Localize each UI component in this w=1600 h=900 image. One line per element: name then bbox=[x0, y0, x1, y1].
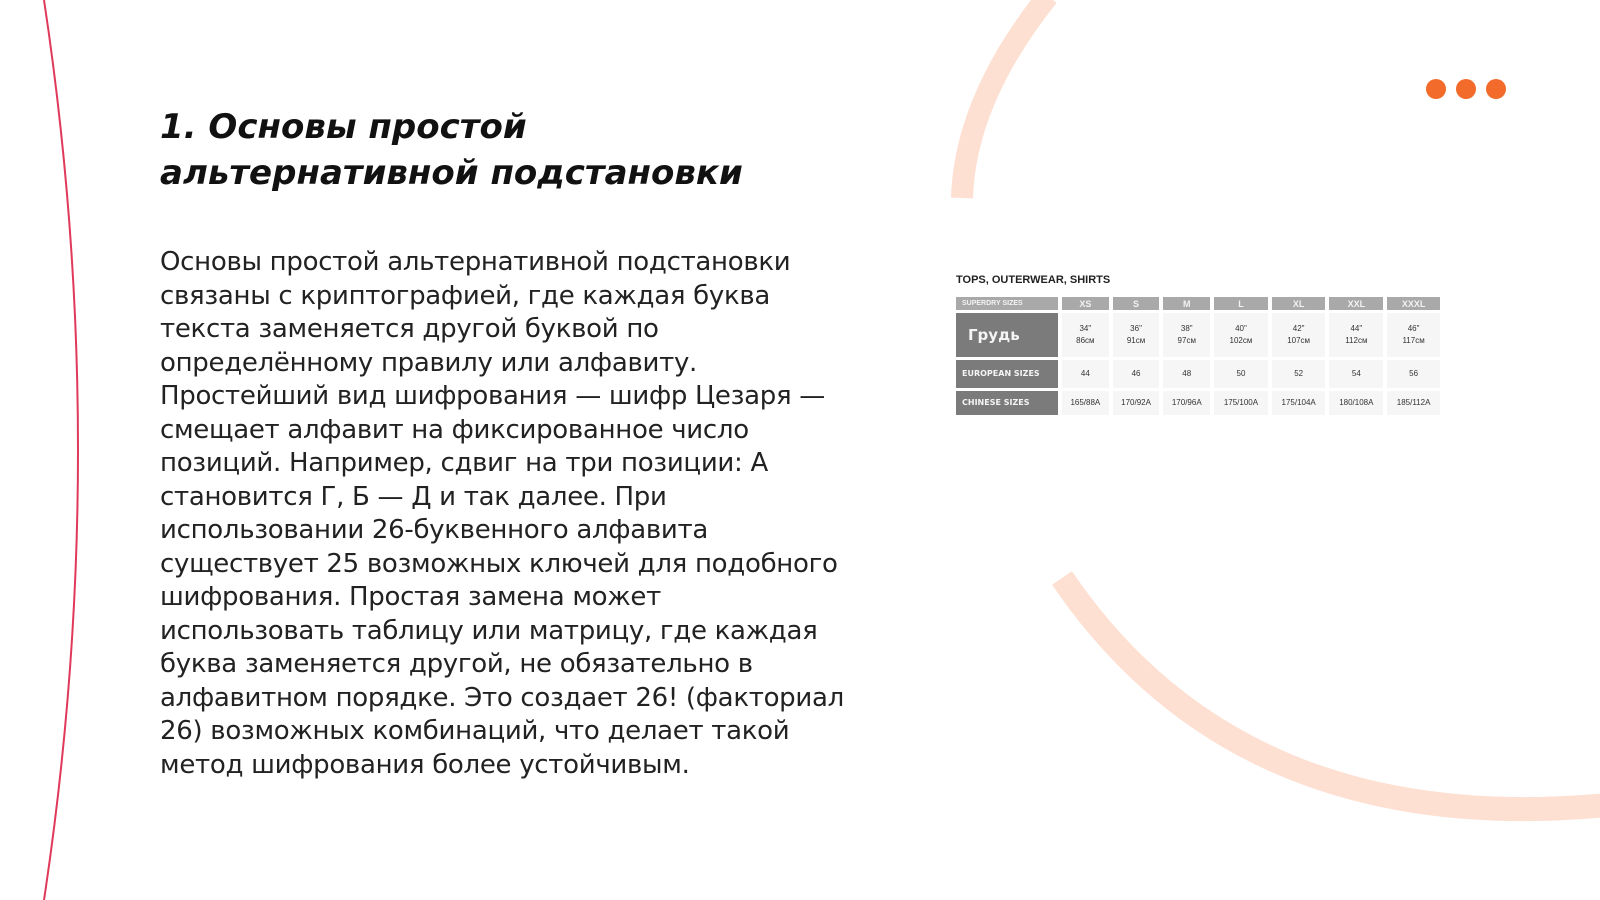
cell-inches: 38" bbox=[1180, 324, 1193, 333]
row-label: EUROPEAN SIZES bbox=[956, 360, 1058, 388]
size-header-cell: XXXL bbox=[1387, 297, 1440, 310]
row-label: CHINESE SIZES bbox=[956, 391, 1058, 415]
cell-cm: 86см bbox=[1076, 336, 1095, 345]
table-cell: 46 bbox=[1113, 360, 1160, 388]
size-header-label: SUPERDRY SIZES bbox=[956, 297, 1058, 310]
cell-cm: 102см bbox=[1229, 336, 1253, 345]
size-row-chinese bbox=[956, 391, 1440, 415]
table-cell: 52 bbox=[1272, 360, 1326, 388]
table-cell: 170/96A bbox=[1163, 391, 1210, 415]
cell-cm: 97см bbox=[1177, 336, 1196, 345]
table-cell: 54 bbox=[1329, 360, 1383, 388]
size-row-european bbox=[956, 360, 1440, 388]
table-cell: 175/100A bbox=[1214, 391, 1268, 415]
table-cell: 180/108A bbox=[1329, 391, 1383, 415]
slide-title-line-2: альтернативной подстановки bbox=[160, 153, 743, 193]
slide-body-text: Основы простой альтернативной подстановки связаны с криптографией, где каждая буква текста заменяется другой буквой по определённому правилу или алфавиту. Простейший вид шифрования — шифр Цезаря — смещает алфавит на фиксированное число позиций. Например, сдвиг на три позиции: А становится Г, Б — Д и так далее. При использовании 26-буквенного алфавита существует 25 возможных ключей для подобного шифрования. Простая замена может использовать таблицу или матрицу, где каждая буква заменяется другой, не обязательно в алфавитном порядке. Это создает 26! (факториал 26) возможных комбинаций, что делает такой метод шифрования более устойчивым. bbox=[160, 247, 844, 780]
size-header-cell: M bbox=[1163, 297, 1210, 310]
cell-inches: 46" bbox=[1407, 324, 1420, 333]
slide-title-line-1: 1. Основы простой bbox=[160, 107, 527, 147]
cell-cm: 112см bbox=[1345, 336, 1368, 345]
left-red-line bbox=[44, 0, 78, 900]
size-header-cell: XL bbox=[1272, 297, 1326, 310]
table-cell: 48 bbox=[1163, 360, 1210, 388]
accent-dots bbox=[1426, 79, 1506, 99]
cell-cm: 107см bbox=[1287, 336, 1311, 345]
cell-cm: 117см bbox=[1402, 336, 1425, 345]
size-header-cell: XS bbox=[1062, 297, 1109, 310]
size-chart-heading: TOPS, OUTERWEAR, SHIRTS bbox=[956, 274, 1111, 286]
size-chart-header-row bbox=[956, 297, 1440, 310]
table-cell: 44 bbox=[1062, 360, 1109, 388]
decorative-arc-bottom bbox=[1062, 578, 1600, 809]
table-cell: 175/104A bbox=[1272, 391, 1326, 415]
table-cell bbox=[1214, 313, 1268, 357]
slide-title bbox=[160, 104, 860, 196]
size-header-cell: S bbox=[1113, 297, 1160, 310]
cell-inches: 34" bbox=[1079, 324, 1092, 333]
table-cell bbox=[1329, 313, 1383, 357]
row-label: Грудь bbox=[956, 313, 1058, 357]
accent-dot bbox=[1426, 79, 1446, 99]
decorative-arc-top bbox=[962, 0, 1048, 198]
table-cell bbox=[1387, 313, 1440, 357]
size-header-cell: L bbox=[1214, 297, 1268, 310]
table-cell: 56 bbox=[1387, 360, 1440, 388]
table-cell bbox=[1062, 313, 1109, 357]
size-header-cell: XXL bbox=[1329, 297, 1383, 310]
size-row-chest bbox=[956, 313, 1440, 357]
accent-dot bbox=[1456, 79, 1476, 99]
table-cell bbox=[1163, 313, 1210, 357]
table-cell bbox=[1113, 313, 1160, 357]
table-cell: 50 bbox=[1214, 360, 1268, 388]
cell-inches: 44" bbox=[1350, 324, 1363, 333]
table-cell bbox=[1272, 313, 1326, 357]
table-cell: 185/112A bbox=[1387, 391, 1440, 415]
size-chart-image bbox=[956, 274, 1448, 418]
table-cell: 165/88A bbox=[1062, 391, 1109, 415]
cell-inches: 42" bbox=[1292, 324, 1305, 333]
cell-inches: 40" bbox=[1235, 324, 1247, 333]
cell-inches: 36" bbox=[1130, 324, 1142, 333]
cell-cm: 91см bbox=[1126, 336, 1146, 345]
size-chart-table bbox=[952, 294, 1444, 418]
table-cell: 170/92A bbox=[1113, 391, 1160, 415]
accent-dot bbox=[1486, 79, 1506, 99]
